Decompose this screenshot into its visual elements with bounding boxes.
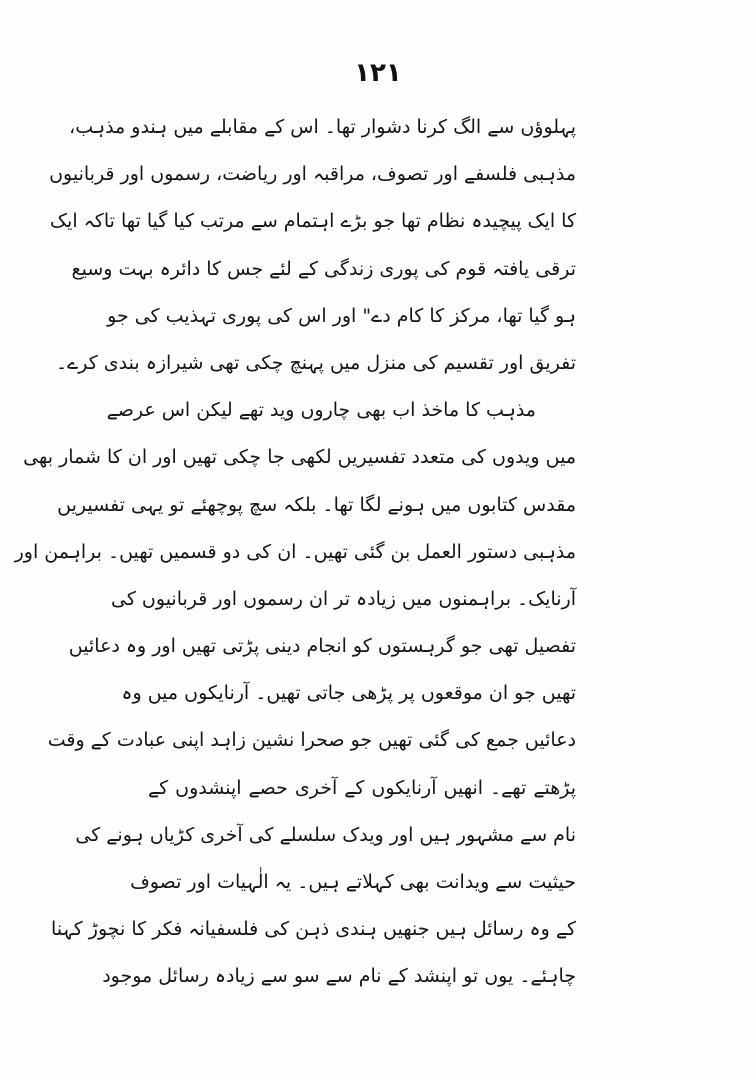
text-line: مذہبی فلسفے اور تصوف، مراقبہ اور ریاضت، رسموں اور قربانیوں bbox=[49, 163, 576, 186]
text-line: چاہئے۔ یوں تو اپنشد کے نام سے سو سے زیادہ رسائل موجود bbox=[102, 965, 576, 988]
text-line: مقدس کتابوں میں ہونے لگا تھا۔ بلکہ سچ پوچھئے تو یہی تفسیریں bbox=[57, 493, 576, 516]
text-line: دعائیں جمع کی گئی تھیں جو صحرا نشین زاہد اپنی عبادت کے وقت bbox=[47, 729, 576, 752]
text-line: مذہب کا ماخذ اب بھی چاروں وید تھے لیکن اس عرصے bbox=[106, 399, 536, 422]
text-line: ترقی یافتہ قوم کی پوری زندگی کے لئے جس کا دائرہ بہت وسیع bbox=[71, 257, 576, 280]
text-line: تھیں جو ان موقعوں پر پڑھی جاتی تھیں۔ آرنایکوں میں وہ bbox=[121, 682, 576, 705]
text-line: کے وہ رسائل ہیں جنھیں ہندی ذہن کی فلسفیانہ فکر کا نچوڑ کہنا bbox=[51, 918, 576, 941]
text-line: مذہبی دستور العمل بن گئی تھیں۔ ان کی دو قسمیں تھیں۔ براہمن اور bbox=[14, 540, 576, 563]
text-line: حیثیت سے ویدانت بھی کہلاتے ہیں۔ یہ الٰہیات اور تصوف bbox=[130, 871, 576, 893]
body-text bbox=[14, 104, 576, 1001]
text-line: تفصیل تھی جو گرہستوں کو انجام دینی پڑتی تھیں اور وہ دعائیں bbox=[68, 635, 576, 658]
text-line: میں ویدوں کی متعدد تفسیریں لکھی جا چکی تھیں اور ان کا شمار بھی bbox=[23, 446, 576, 469]
text-line: نام سے مشہور ہیں اور ویدک سلسلے کی آخری کڑیاں ہونے کی bbox=[75, 823, 576, 846]
text-line: ہو گیا تھا، مرکز کا کام دے" اور اس کی پوری تہذیب کی جو bbox=[107, 304, 576, 327]
text-line: کا ایک پیچیدہ نظام تھا جو بڑے اہتمام سے مرتب کیا گیا تھا تاکہ ایک bbox=[50, 210, 576, 233]
text-line: پہلوؤں سے الگ کرنا دشوار تھا۔ اس کے مقابلے میں ہندو مذہب، bbox=[69, 116, 576, 138]
page-number: ۱۲۱ bbox=[354, 58, 402, 88]
text-line: پڑھتے تھے۔ انھیں آرنایکوں کے آخری حصے اپنشدوں کے bbox=[148, 776, 576, 799]
text-line: تفریق اور تقسیم کی منزل میں پہنچ چکی تھی شیرازہ بندی کرے۔ bbox=[55, 351, 576, 374]
text-line: آرنایک۔ براہمنوں میں زیادہ تر ان رسموں اور قربانیوں کی bbox=[111, 587, 576, 610]
